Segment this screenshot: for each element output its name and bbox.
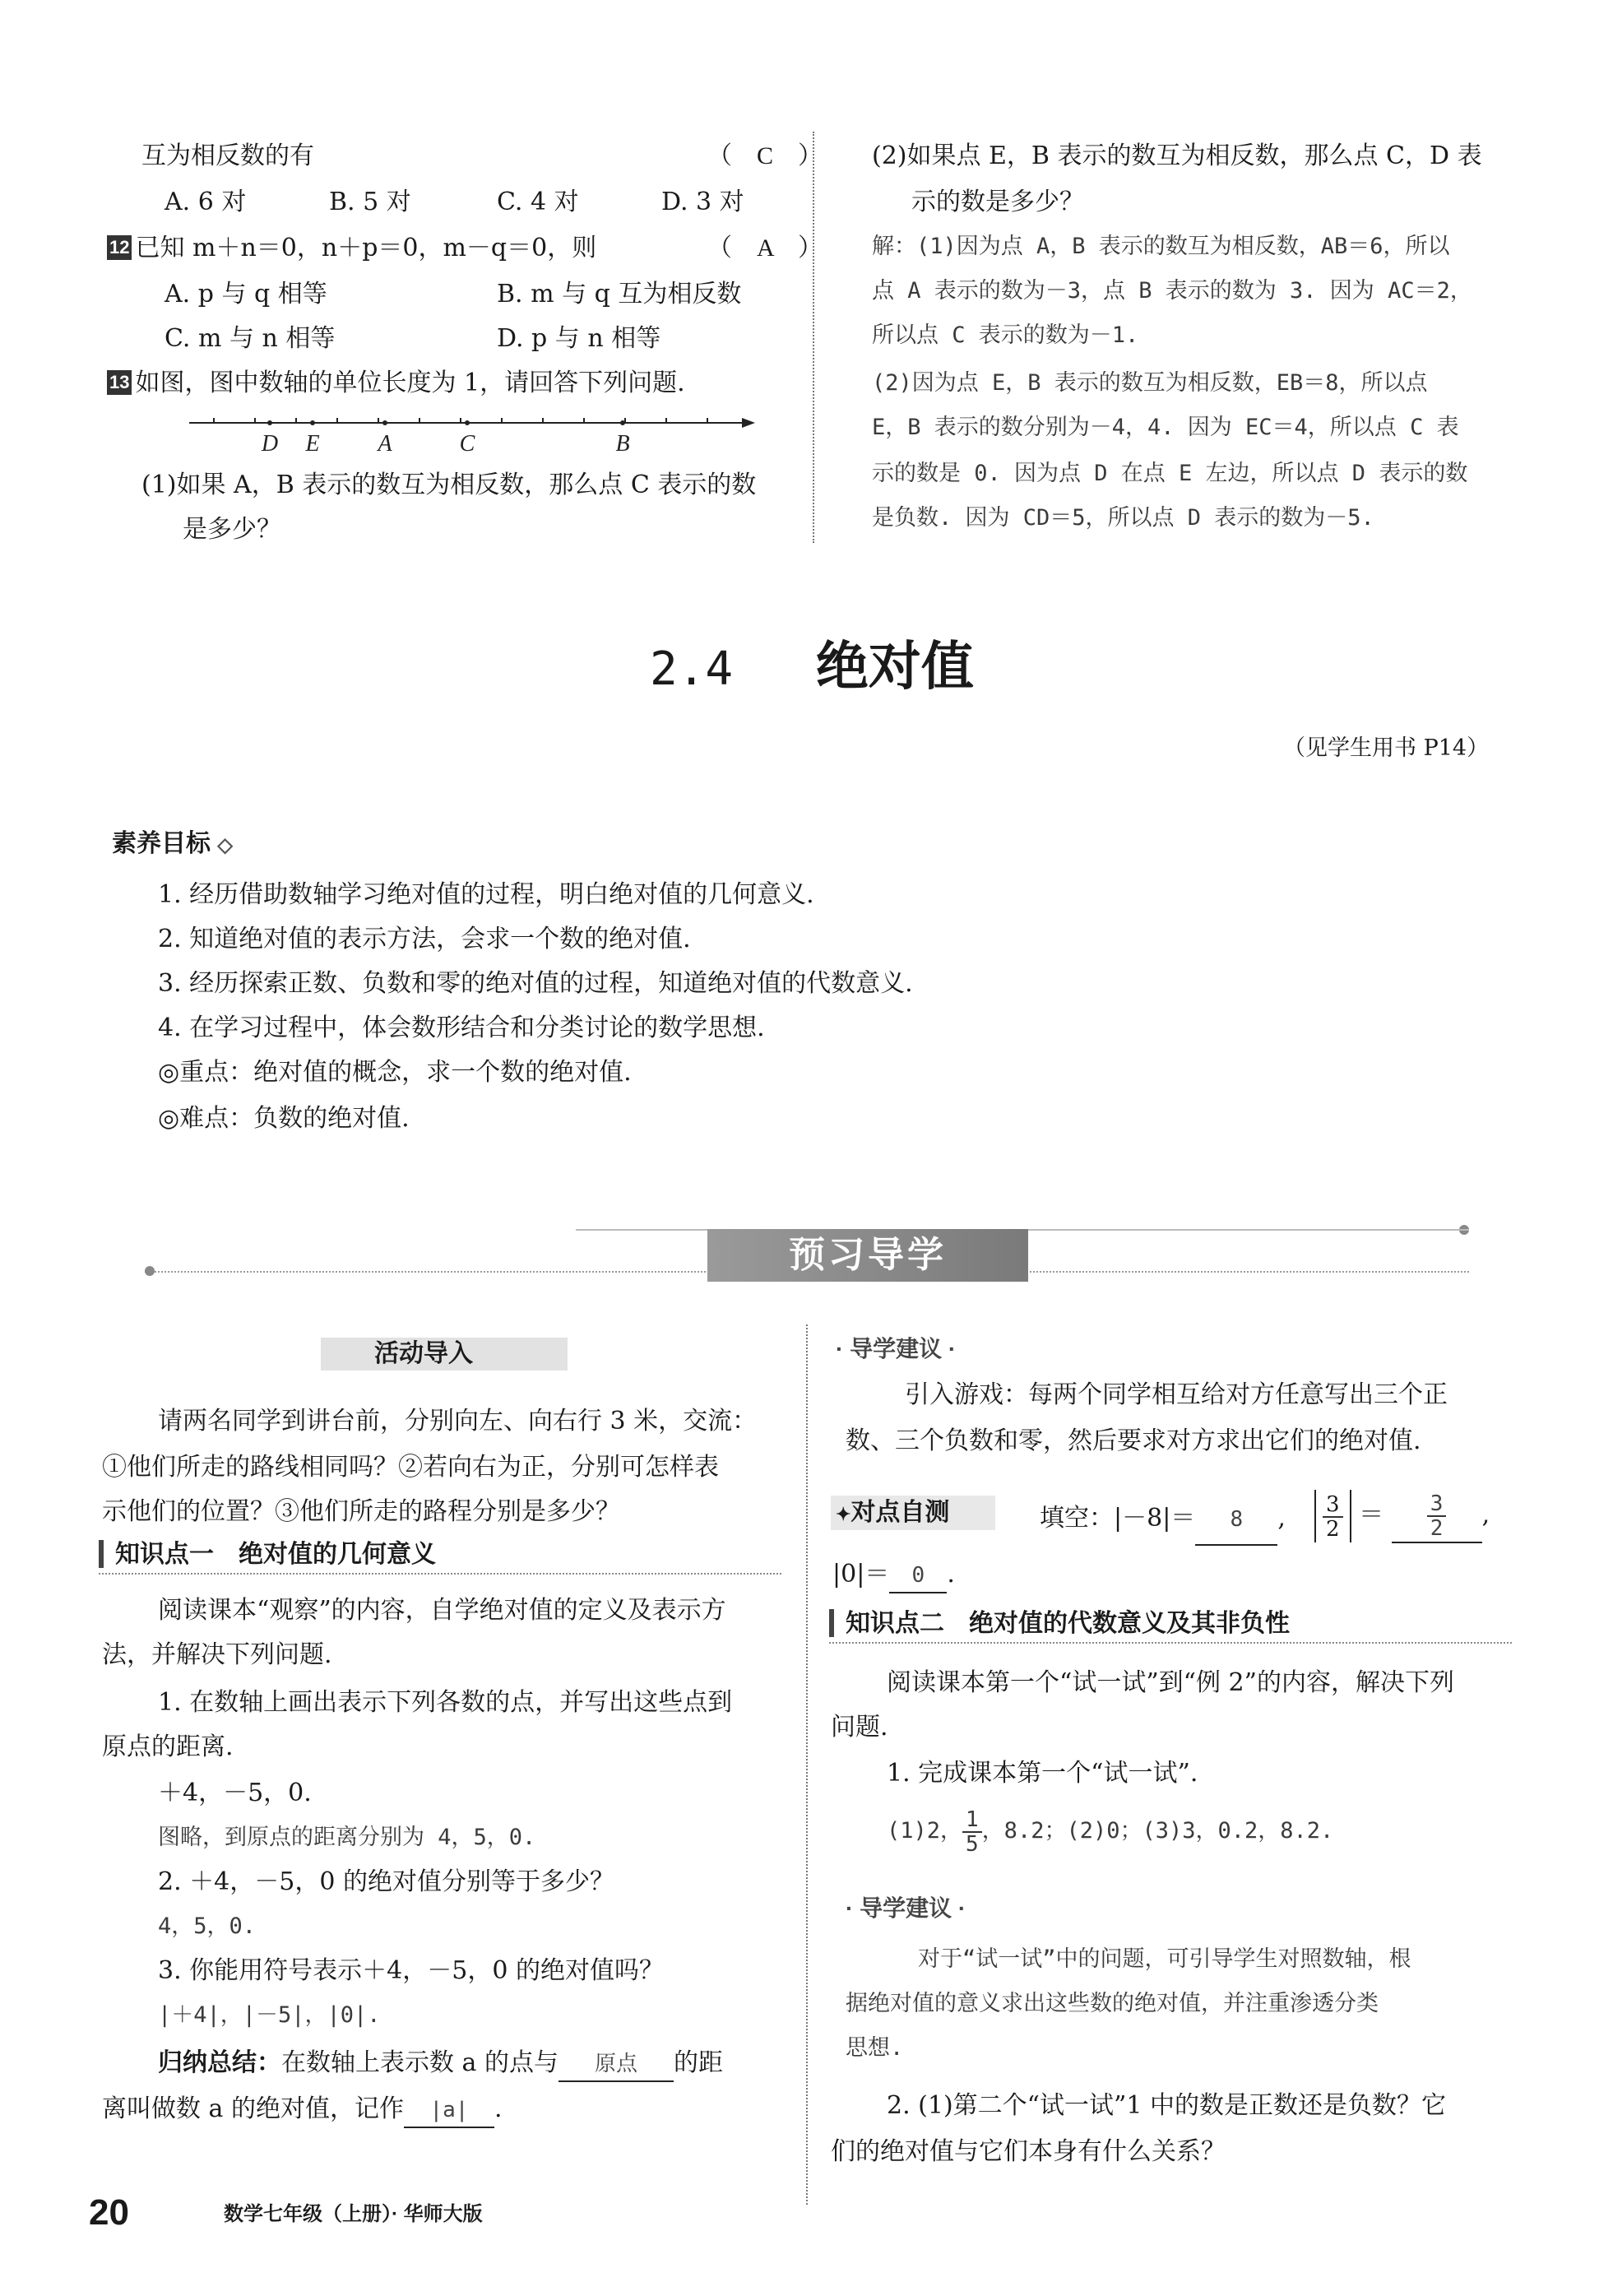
solution-line-6: 示的数是 0. 因为点 D 在点 E 左边，所以点 D 表示的数 [872, 461, 1468, 486]
selftest-label: 对点自测 [850, 1499, 950, 1526]
knowledge-point-1-title: 知识点一 绝对值的几何意义 [115, 1541, 436, 1568]
activity-line-3: 示他们的位置？③他们所走的路程分别是多少？ [102, 1497, 620, 1526]
number-line [181, 411, 757, 461]
guidance-2-line-1: 对于“试一试”中的问题，可引导学生对照数轴，根 [918, 1946, 1411, 1972]
section-title [650, 633, 974, 703]
summary-fill-2: |a| [429, 2098, 469, 2122]
prev-question-tail: 互为相反数的有 [141, 141, 314, 170]
label-e: E [305, 431, 320, 457]
question-12 [107, 232, 596, 265]
q12-answer-letter: A [757, 234, 774, 262]
question-13 [107, 367, 685, 400]
knowledge-point-1-bar [99, 1537, 781, 1575]
kp2-q2-line-2: 们的绝对值与它们本身有什么关系？ [831, 2137, 1226, 2166]
guidance-label-1: · 导学建议 · [836, 1336, 957, 1361]
banner-dot-left [145, 1266, 155, 1276]
column-divider-top [813, 132, 814, 543]
solution-line-7: 是负数. 因为 CD＝5，所以点 D 表示的数为－5. [872, 505, 1374, 531]
q13-part1-line2: 是多少？ [183, 515, 281, 544]
knowledge-point-2-title: 知识点二 绝对值的代数意义及其非负性 [846, 1610, 1290, 1637]
solution-line-3: 所以点 C 表示的数为－1. [872, 322, 1139, 348]
kp2-q1-answer [887, 1807, 1333, 1856]
selftest-frac-den: 2 [1326, 1517, 1340, 1542]
solution-line-2: 点 A 表示的数为－3，点 B 表示的数为 3. 因为 AC＝2， [872, 278, 1472, 304]
prev-answer: （ C ） [707, 142, 823, 169]
selftest-answer-1: 8 [1230, 1507, 1244, 1532]
selftest-expr-2: $\frac{3}{2}$ ＝ $\frac{3}{2}$ , [1314, 1489, 1490, 1543]
kp1-intro-line-1: 阅读课本“观察”的内容，自学绝对值的定义及表示方 [158, 1596, 726, 1625]
goal-item-1: 1. 经历借助数轴学习绝对值的过程，明白绝对值的几何意义. [158, 880, 814, 909]
summary-text-b: 的距 [673, 2048, 723, 2077]
kp2-q1-fraction [962, 1808, 982, 1856]
activity-title: 活动导入 [374, 1340, 473, 1367]
prev-option-d: D. 3 对 [661, 188, 744, 216]
selftest-expr-3: |0|＝ 0 . [832, 1558, 955, 1593]
kp1-marker [99, 1540, 104, 1568]
selftest-abs-0: |0|＝ [832, 1560, 890, 1589]
kp2-q2-line-1: 2. (1)第二个“试一试”1 中的数是正数还是负数？它 [887, 2091, 1446, 2120]
q13-part1-line1: (1)如果 A，B 表示的数互为相反数，那么点 C 表示的数 [141, 471, 757, 499]
point-b [620, 420, 625, 425]
q12-option-d: D. p 与 n 相等 [497, 324, 661, 353]
prev-answer-letter: C [757, 142, 774, 169]
label-a: A [378, 431, 392, 457]
goal-difficulty: ◎难点：负数的绝对值. [158, 1104, 410, 1133]
summary-text-a: 在数轴上表示数 a 的点与 [281, 2048, 558, 2077]
kp2-marker [829, 1609, 834, 1637]
kp2-q1: 1. 完成课本第一个“试一试”. [887, 1759, 1198, 1788]
kp1-q3: 3. 你能用符号表示＋4，－5，0 的绝对值吗？ [158, 1956, 664, 1985]
point-e [310, 420, 315, 425]
summary-fill-1: 原点 [594, 2052, 637, 2076]
question-13-number: 13 [107, 370, 132, 395]
question-12-stem: 已知 m＋n＝0，n＋p＝0，m－q＝0，则 [135, 234, 597, 262]
book-title: 数学七年级（上册）· 华师大版 [224, 2203, 483, 2225]
guidance-1-line-2: 数、三个负数和零，然后要求对方求出它们的绝对值. [846, 1426, 1421, 1455]
kp1-q1-line-2: 原点的距离. [102, 1732, 234, 1761]
selftest-fraction [1323, 1493, 1343, 1541]
kp2-q1-answer-b: ，8.2；(2)0；(3)3，0.2，8.2. [981, 1818, 1334, 1844]
kp1-q1-line-1: 1. 在数轴上画出表示下列各数的点，并写出这些点到 [158, 1688, 733, 1717]
kp1-intro-line-2: 法，并解决下列问题. [102, 1640, 332, 1669]
selftest-frac-num: 3 [1323, 1493, 1343, 1518]
question-12-number: 12 [107, 235, 132, 260]
guidance-1-line-1: 引入游戏：每两个同学相互给对方任意写出三个正 [905, 1380, 1448, 1409]
selftest-answer-3: 0 [911, 1563, 925, 1588]
goals-heading [112, 823, 233, 859]
section-heading: 绝对值 [815, 637, 974, 696]
banner-title: 预习导学 [707, 1229, 1028, 1282]
q13-part2-line1: (2)如果点 E，B 表示的数互为相反数，那么点 C，D 表 [872, 141, 1482, 170]
solution-line-5: E，B 表示的数分别为－4，4. 因为 EC＝4，所以点 C 表 [872, 415, 1459, 440]
goal-item-3: 3. 经历探索正数、负数和零的绝对值的过程，知道绝对值的代数意义. [158, 969, 913, 998]
selftest-abs-neg8: |－8|＝ [1114, 1504, 1196, 1533]
label-c: C [459, 431, 475, 457]
selftest-ans2-den: 2 [1430, 1516, 1444, 1541]
selftest-fill-label: 填空： [1040, 1504, 1114, 1533]
section-number: 2.4 [650, 642, 734, 696]
guidance-2-line-2: 据绝对值的意义求出这些数的绝对值，并注重渗透分类 [846, 1991, 1379, 2016]
summary-label: 归纳总结： [158, 2049, 281, 2076]
prev-option-b: B. 5 对 [329, 188, 411, 216]
kp2-q1-answer-a: (1)2， [887, 1818, 963, 1844]
star-icon: ✦ [836, 1504, 851, 1524]
q12-option-c: C. m 与 n 相等 [165, 324, 336, 353]
selftest-answer-2 [1427, 1492, 1447, 1540]
selftest-expr-1: 填空：|－8|＝ 8 , [1040, 1494, 1286, 1546]
q12-answer: （ A ） [707, 234, 823, 262]
kp2-frac-num: 1 [962, 1808, 982, 1833]
page-number: 20 [89, 2192, 129, 2233]
selftest-ans2-num: 3 [1427, 1492, 1447, 1517]
goal-key-point: ◎重点：绝对值的概念，求一个数的绝对值. [158, 1058, 632, 1087]
diamond-icon: ◇ [217, 834, 233, 856]
question-13-stem: 如图，图中数轴的单位长度为 1，请回答下列问题. [135, 369, 685, 397]
q13-part2-line2: 示的数是多少？ [911, 188, 1084, 216]
summary-line-1 [158, 2047, 723, 2082]
summary-end: . [494, 2094, 503, 2123]
solution-line-1: 解：(1)因为点 A，B 表示的数互为相反数，AB＝6，所以 [872, 234, 1450, 259]
kp2-frac-den: 5 [966, 1831, 979, 1857]
guidance-2-line-3: 思想. [846, 2035, 904, 2061]
kp2-intro-line-2: 问题. [831, 1713, 888, 1742]
selftest-heading [836, 1496, 949, 1532]
q12-option-b: B. m 与 q 互为相反数 [497, 280, 742, 308]
column-divider-bottom [806, 1324, 808, 2205]
label-b: B [615, 431, 630, 457]
activity-line-1: 请两名同学到讲台前，分别向左、向右行 3 米，交流： [158, 1407, 758, 1436]
kp1-q1-answer: 图略，到原点的距离分别为 4，5，0. [158, 1825, 536, 1850]
knowledge-point-2-bar [829, 1606, 1512, 1644]
kp1-q2: 2. ＋4，－5，0 的绝对值分别等于多少？ [158, 1867, 614, 1896]
kp1-q2-answer: 4，5，0. [158, 1913, 257, 1939]
kp1-q1-numbers: ＋4，－5，0. [158, 1779, 312, 1807]
kp1-q3-answer: |＋4|，|－5|，|0|. [158, 2002, 381, 2028]
solution-line-4: (2)因为点 E，B 表示的数互为相反数，EB＝8，所以点 [872, 370, 1428, 396]
q12-option-a: A. p 与 q 相等 [165, 280, 327, 308]
kp2-intro-line-1: 阅读课本第一个“试一试”到“例 2”的内容，解决下列 [887, 1668, 1454, 1697]
goal-item-4: 4. 在学习过程中，体会数形结合和分类讨论的数学思想. [158, 1013, 765, 1042]
point-c [465, 420, 470, 425]
point-a [382, 420, 387, 425]
book-reference: （见学生用书 P14） [1283, 735, 1490, 761]
guidance-label-2: · 导学建议 · [846, 1895, 966, 1921]
label-d: D [261, 431, 279, 457]
goals-heading-text: 素养目标 [112, 830, 211, 857]
summary-line-2 [102, 2093, 503, 2128]
activity-line-2: ①他们所走的路线相同吗？②若向右为正，分别可怎样表 [102, 1453, 719, 1482]
summary-text-c: 离叫做数 a 的绝对值，记作 [102, 2094, 404, 2123]
point-d [267, 420, 272, 425]
goal-item-2: 2. 知道绝对值的表示方法，会求一个数的绝对值. [158, 925, 691, 953]
prev-option-c: C. 4 对 [497, 188, 579, 216]
prev-option-a: A. 6 对 [165, 188, 247, 216]
